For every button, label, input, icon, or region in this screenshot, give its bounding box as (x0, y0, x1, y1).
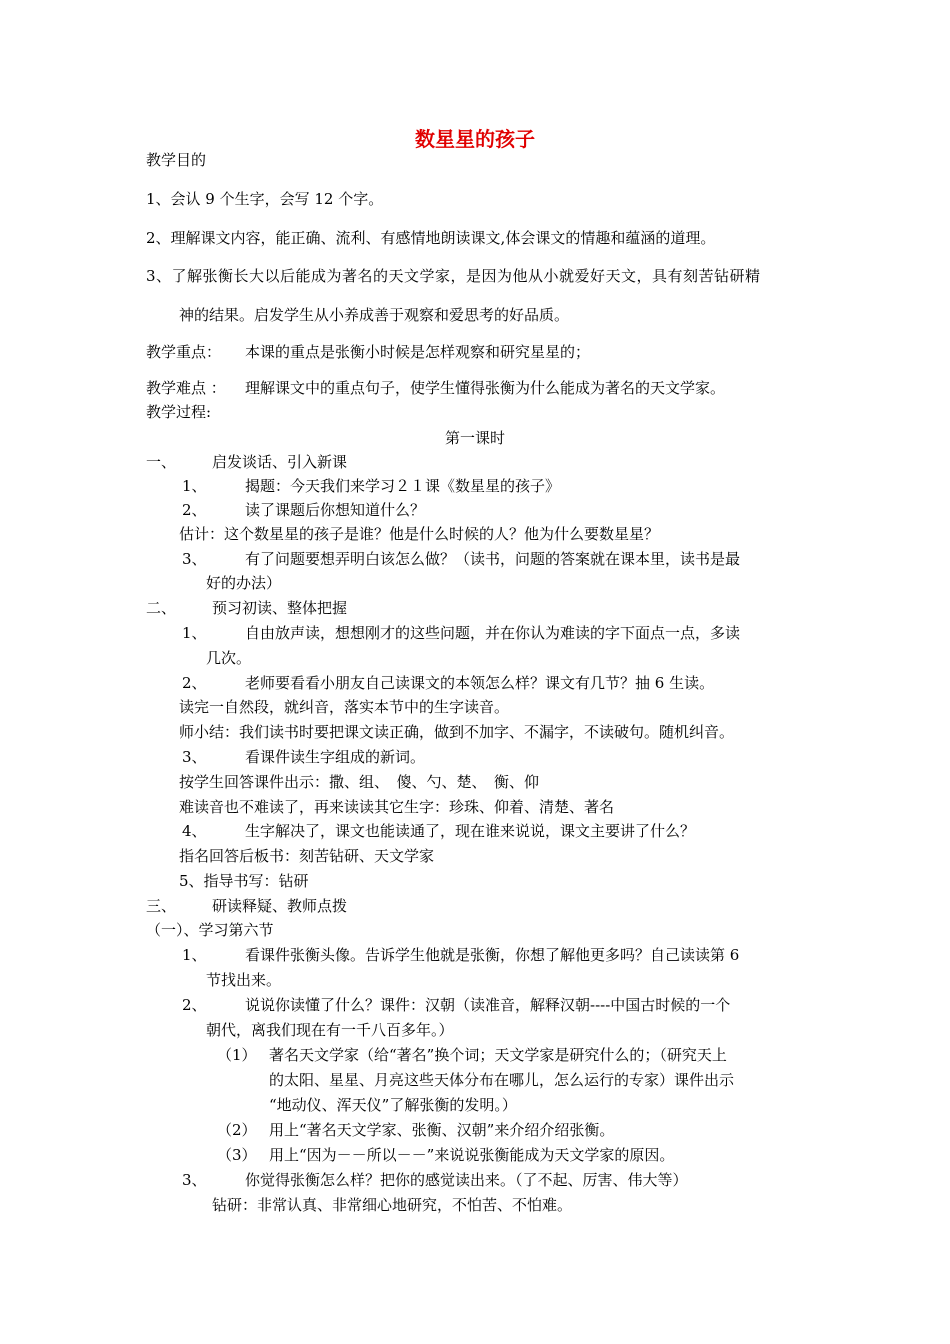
question-number: （3） (217, 1146, 257, 1164)
lesson-heading: 第一课时 (444, 429, 505, 447)
step-number: 2、 (182, 674, 207, 692)
paragraph: 估计：这个数星星的孩子是谁？他是什么时候的人？他为什么要数星星？ (179, 525, 660, 543)
step-text: 你觉得张衡怎么样？把你的感觉读出来。（了不起、厉害、伟大等） (245, 1171, 688, 1189)
section-heading: 研读释疑、教师点拨 (212, 897, 348, 915)
step-text-continued: 朝代，离我们现在有一千八百多年。） (206, 1021, 454, 1039)
question-text: 著名天文学家（给“著名”换个词；天文学家是研究什么的；（研究天上 (269, 1046, 727, 1064)
step-text: 生字解决了，课文也能读通了，现在谁来说说，课文主要讲了什么？ (245, 822, 696, 840)
step-number: 3、 (182, 748, 207, 766)
objective-item: 3、了解张衡长大以后能成为著名的天文学家，是因为他从小就爱好天文，具有刻苦钻研精 (146, 267, 761, 285)
section-number: 三、 (146, 897, 177, 915)
step-number: 2、 (182, 996, 207, 1014)
difficulty-text: 理解课文中的重点句子，使学生懂得张衡为什么能成为著名的天文学家。 (245, 379, 726, 397)
objective-item-continued: 神的结果。启发学生从小养成善于观察和爱思考的好品质。 (179, 306, 570, 324)
question-number: （2） (217, 1121, 257, 1139)
step-number: 1、 (182, 624, 207, 642)
step-text-continued: 几次。 (206, 649, 252, 667)
step-text: 自由放声读，想想刚才的这些问题，并在你认为难读的字下面点一点，多读 (245, 624, 741, 642)
step-text: 说说你读懂了什么？课件：汉朝（读准音，解释汉朝----中国古时候的一个 (245, 996, 731, 1014)
question-text: 用上“因为－－所以－－”来说说张衡能成为天文学家的原因。 (269, 1146, 675, 1164)
objectives-heading: 教学目的 (146, 151, 207, 169)
question-number: （1） (217, 1046, 257, 1064)
step-text: 揭题：今天我们来学习２１课《数星星的孩子》 (245, 477, 561, 495)
difficulty-label: 教学难点 ： (146, 379, 226, 397)
paragraph: 难读音也不难读了，再来读读其它生字：珍珠、仰着、清楚、著名 (179, 798, 615, 816)
document-title: 数星星的孩子 (415, 127, 535, 151)
paragraph: 按学生回答课件出示：撒、组、 傻、勺、楚、 衡、仰 (179, 773, 540, 791)
section-number: 二、 (146, 599, 177, 617)
paragraph: 5、指导书写：钻研 (179, 872, 309, 890)
step-text: 读了课题后你想知道什么？ (245, 501, 426, 519)
paragraph: 读完一自然段，就纠音，落实本节中的生字读音。 (179, 698, 510, 716)
key-point-text: 本课的重点是张衡小时候是怎样观察和研究星星的； (245, 343, 591, 361)
section-heading: 预习初读、整体把握 (212, 599, 348, 617)
step-number: 3、 (182, 550, 207, 568)
step-number: 2、 (182, 501, 207, 519)
step-number: 1、 (182, 946, 207, 964)
step-number: 1、 (182, 477, 207, 495)
step-text: 看课件张衡头像。告诉学生他就是张衡，你想了解他更多吗？自己读读第 6 (245, 946, 740, 964)
step-number: 4、 (182, 822, 207, 840)
section-number: 一、 (146, 453, 177, 471)
step-text: 老师要看看小朋友自己读课文的本领怎么样？课文有几节？抽 6 生读。 (245, 674, 715, 692)
question-text-continued: 的太阳、星星、月亮这些天体分布在哪儿，怎么运行的专家）课件出示 (269, 1071, 735, 1089)
key-point-label: 教学重点： (146, 343, 222, 361)
step-text: 有了问题要想弄明白该怎么做？（读书，问题的答案就在课本里，读书是最 (245, 550, 741, 568)
subsection-heading: （一）、学习第六节 (146, 921, 274, 939)
objective-item: 2、理解课文内容，能正确、流利、有感情地朗读课文,体会课文的情趣和蕴涵的道理。 (146, 229, 716, 247)
question-text-continued: “地动仪、浑天仪”了解张衡的发明。） (269, 1096, 517, 1114)
objective-item: 1、会认 9 个生字，会写 12 个字。 (146, 190, 384, 208)
step-text-continued: 好的办法） (206, 574, 282, 592)
section-heading: 启发谈话、引入新课 (212, 453, 348, 471)
paragraph: 指名回答后板书：刻苦钻研、天文学家 (179, 847, 435, 865)
question-text: 用上“著名天文学家、张衡、汉朝”来介绍介绍张衡。 (269, 1121, 615, 1139)
step-text-continued: 节找出来。 (206, 971, 282, 989)
step-number: 3、 (182, 1171, 207, 1189)
step-text: 看课件读生字组成的新词。 (245, 748, 426, 766)
paragraph: 师小结：我们读书时要把课文读正确，做到不加字、不漏字，不读破句。随机纠音。 (179, 723, 735, 741)
paragraph: 钻研：非常认真、非常细心地研究，不怕苦、不怕难。 (212, 1196, 573, 1214)
process-heading: 教学过程: (146, 403, 212, 421)
